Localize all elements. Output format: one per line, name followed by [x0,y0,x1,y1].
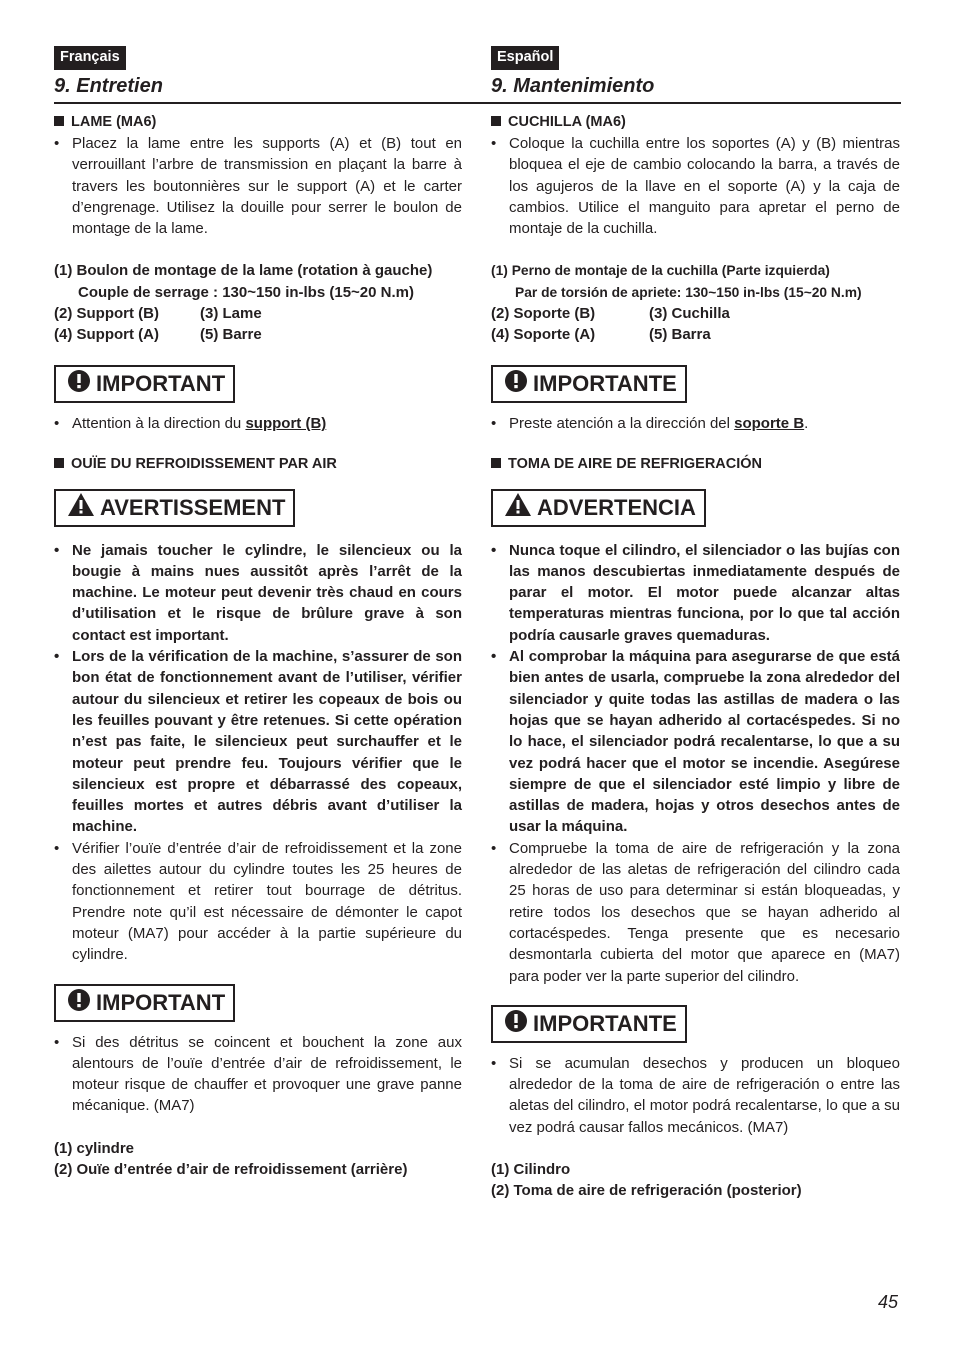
section-title: 9. Entretien [54,75,163,97]
blade-labels [54,260,462,345]
blade-instructions: • Coloque la cuchilla entre los soportes (A) y (B) mientras bloquea el eje de cambio colocando la barra, a través de los agujeros de la llave en el soporte (A) y la caja de cambios. Utilice el manguito para apretar el perno de montaje de la cuchilla. [491,133,900,239]
important-note-2: • Si des détritus se coincent et bouchent la zone aux alentours de l’ouïe d’entrée d’air de refroidissement, le moteur risque de chauffer et provoquer une grave panne mécanique. (MA7) [54,1032,462,1117]
important-note: • Attention à la direction du support (B) [54,413,462,434]
label-1-torque: Par de torsión de apriete: 130~150 in-lbs (15~20 N.m) [515,284,862,300]
warning-item: • Ne jamais toucher le cylindre, le silencieux ou la bougie à mains nues aussitôt après l’arrêt de la machine. Le moteur peut devenir très chaud en cours d’utilisation et le risque de brûlure grave à son contact est important. [54,540,462,646]
cooling-inspection-note: • Compruebe la toma de aire de refrigeración y la zona alrededor de las aletas de refrigeración del cilindro cada 25 horas de uso para determinar si están bloqueadas, y retire todos los desechos que se hayan adherido al cortacéspedes. Tenga presente que es necesario desmontarla cubierta del motor que aparece en (MA7) para poder ver la parte superior del cilindro. [491,838,900,987]
blade-heading: LAME (MA6) [54,113,462,131]
square-bullet-icon [491,458,501,468]
labels-row-3: (4) Support (A) (5) Barre [54,326,262,344]
labels-row-2: (2) Support (B) (3) Lame [54,304,262,322]
warning-item: • Al comprobar la máquina para asegurarse de que está bien antes de usarla, compruebe la zona alrededor del silenciador y quite todas las astillas de madera o las hojas que se hayan adherido al cortacéspedes. Si no lo hace, el silenciador podrá recalentarse, lo que a su vez podrá hacer que el motor se incendie. Asegúrese siempre de que el silenciador esté limpio y libre de astillas de madera, hojas y otros desechos antes de usar la máquina. [491,646,900,838]
important-badge: IMPORTANT [54,984,235,1022]
square-bullet-icon [491,116,501,126]
language-tab-french: Français [54,46,126,70]
exclamation-icon [68,370,90,398]
warning-badge: AVERTISSEMENT [54,489,295,527]
warning-box [54,489,462,527]
warning-item: • Lors de la vérification de la machine, s’assurer de son bon état de fonctionnement avant de l’utiliser, vérifier autour du silencieux et retirer les copeaux de bois ou les feuilles pouvant y être retenues. Si cette opération n’est pas faite, le silencieux peut surchauffer et le moteur peut prendre feu. Toujours vérifier que le silencieux est propre et débarrassé des copeaux, feuilles mortes et autres débris avant d’utiliser la machine. [54,646,462,838]
exclamation-icon [505,1010,527,1038]
label-1: (1) Boulon de montage de la lame (rotation à gauche) [54,262,433,280]
warning-triangle-icon [505,493,531,522]
warning-list [54,540,462,966]
label-cylinder: (1) Cilindro [491,1161,571,1179]
important-note: • Preste atención a la dirección del soporte B. [491,413,900,434]
cooling-heading: TOMA DE AIRE DE REFRIGERACIÓN [491,455,900,473]
cooling-inspection-note: • Vérifier l’ouïe d’entrée d’air de refroidissement et la zone des ailettes autour du cylindre toutes les 25 heures de fonctionnement et retirer tout bourrage de détritus. Prendre note qu’il est nécessaire de démonter le capot moteur (MA7) pour accéder à la partie supérieure du cylindre. [54,838,462,966]
exclamation-icon [68,989,90,1017]
labels-row-2: (2) Soporte (B) (3) Cuchilla [491,304,730,322]
exclamation-icon [505,370,527,398]
blade-labels [491,260,900,345]
important-box-2 [54,984,462,1022]
label-air-intake: (2) Ouïe d’entrée d’air de refroidissement (arrière) [54,1160,408,1178]
labels-row-3: (4) Soporte (A) (5) Barra [491,326,711,344]
french-column [54,46,462,1180]
section-title: 9. Mantenimiento [491,75,655,97]
important-box [491,365,900,403]
label-1-torque: Couple de serrage : 130~150 in-lbs (15~20 N.m) [78,283,414,301]
important-box [54,365,462,403]
page-number: 45 [878,1292,899,1312]
label-air-intake: (2) Toma de aire de refrigeración (posterior) [491,1182,802,1200]
important-badge: IMPORTANT [54,365,235,403]
warning-item: • Nunca toque el cilindro, el silenciador o las bujías con las manos descubiertas inmediatamente después de parar el motor. El motor puede alcanzar altas temperaturas mientras funciona, por lo que tal acción podría causarle graves quemaduras. [491,540,900,646]
label-1: (1) Perno de montaje de la cuchilla (Parte izquierda) [491,263,830,279]
blade-instructions: • Placez la lame entre les supports (A) et (B) tout en verrouillant l’arbre de transmission en plaçant la barre à travers les boutonnières sur le support (A) et le carter d’engrenage. Utilisez la douille pour serrer le boulon de montage de la lame. [54,133,462,239]
warning-box [491,489,900,527]
square-bullet-icon [54,458,64,468]
important-badge: IMPORTANTE [491,365,687,403]
warning-list [491,540,900,987]
blade-heading: CUCHILLA (MA6) [491,113,900,131]
cylinder-labels [491,1159,900,1201]
important-note-2: • Si se acumulan desechos y producen un bloqueo alrededor de la toma de aire de refrigeración o entre las aletas del cilindro, el motor podrá recalentarse, lo que a su vez podrá causar fallos mecánicos. (MA7) [491,1053,900,1138]
label-cylinder: (1) cylindre [54,1139,135,1157]
square-bullet-icon [54,116,64,126]
cooling-heading: OUÏE DU REFROIDISSEMENT PAR AIR [54,455,462,473]
warning-triangle-icon [68,493,94,522]
spanish-column [491,46,900,1201]
important-box-2 [491,1005,900,1043]
cylinder-labels [54,1138,462,1180]
warning-badge: ADVERTENCIA [491,489,706,527]
language-tab-spanish: Español [491,46,559,70]
important-badge: IMPORTANTE [491,1005,687,1043]
